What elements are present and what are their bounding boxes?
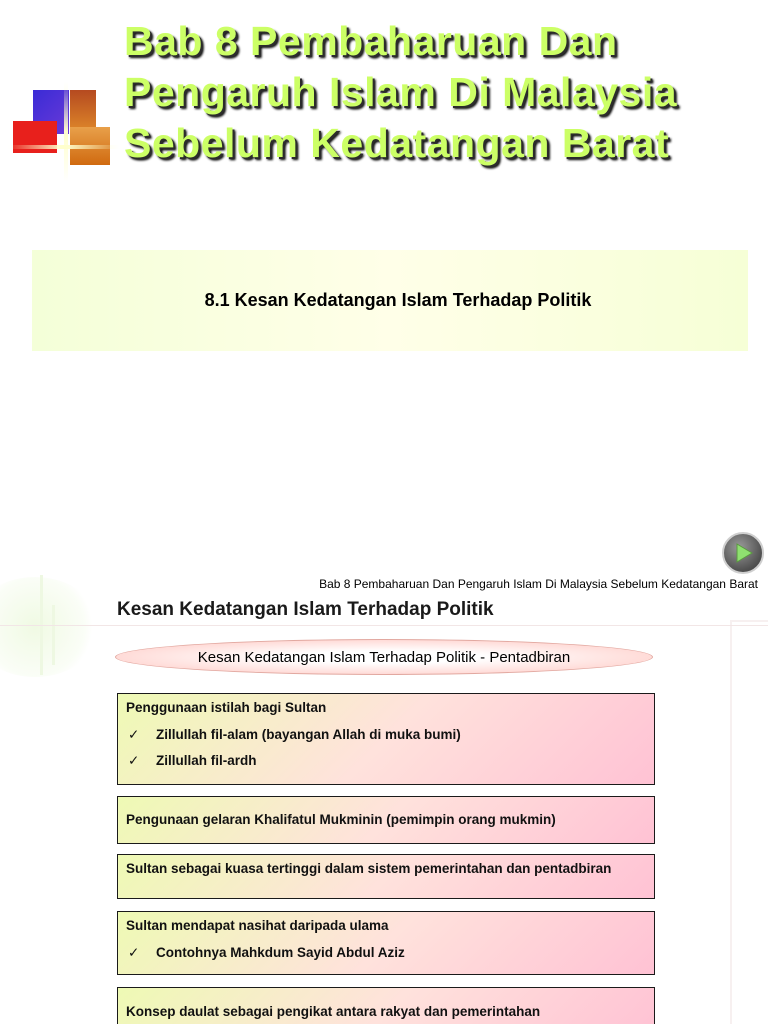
point-box: [117, 796, 655, 844]
point-box: [117, 693, 655, 785]
bullet-item: [126, 945, 646, 961]
section-subtitle: 8.1 Kesan Kedatangan Islam Terhadap Politik: [204, 290, 592, 310]
play-icon: [731, 541, 755, 565]
bullet-text: Zillullah fil-alam (bayangan Allah di muka bumi): [156, 727, 461, 742]
logo-vertical-line: [64, 82, 68, 182]
topic-oval-label: Kesan Kedatangan Islam Terhadap Politik - Pentadbiran: [197, 648, 571, 666]
point-text: Sultan mendapat nasihat daripada ulama: [126, 918, 389, 933]
point-box: [117, 987, 655, 1024]
bullet-text: Zillullah fil-ardh: [156, 753, 257, 768]
point-text: Sultan sebagai kuasa tertinggi dalam sistem pemerintahan dan pentadbiran: [126, 861, 612, 876]
decorative-frame: [730, 620, 768, 1024]
point-text: Penggunaan istilah bagi Sultan: [126, 700, 327, 715]
chapter-title-line: Sebelum Kedatangan Barat: [124, 120, 670, 166]
checkmark-icon: ✓: [128, 727, 140, 742]
chapter-title: [124, 16, 764, 169]
bullet-item: [126, 753, 646, 769]
checkmark-icon: ✓: [128, 945, 140, 960]
point-box: [117, 911, 655, 975]
chapter-title-line: Bab 8 Pembaharuan Dan: [124, 18, 618, 64]
chapter-title-line: Pengaruh Islam Di Malaysia: [124, 69, 678, 115]
bullet-text: Contohnya Mahkdum Sayid Abdul Aziz: [156, 945, 405, 960]
logo-horizontal-line: [8, 145, 120, 149]
slide-title: Kesan Kedatangan Islam Terhadap Politik: [117, 599, 494, 620]
point-box: [117, 854, 655, 899]
slide-2: [0, 575, 768, 1024]
slide-header-reference: Bab 8 Pembaharuan Dan Pengaruh Islam Di Malaysia Sebelum Kedatangan Barat: [319, 577, 758, 591]
bullet-item: [126, 727, 646, 743]
next-slide-button[interactable]: [722, 532, 764, 574]
topic-oval: [115, 639, 653, 675]
point-text: Pengunaan gelaran Khalifatul Mukminin (pemimpin orang mukmin): [126, 812, 556, 827]
slide-logo: [0, 0, 120, 180]
decorative-line: [52, 605, 55, 665]
subtitle-box: [32, 250, 748, 351]
decorative-circle: [0, 577, 100, 677]
point-text: Konsep daulat sebagai pengikat antara rakyat dan pemerintahan: [126, 1004, 541, 1019]
header-divider: [0, 625, 768, 626]
checkmark-icon: ✓: [128, 753, 140, 768]
